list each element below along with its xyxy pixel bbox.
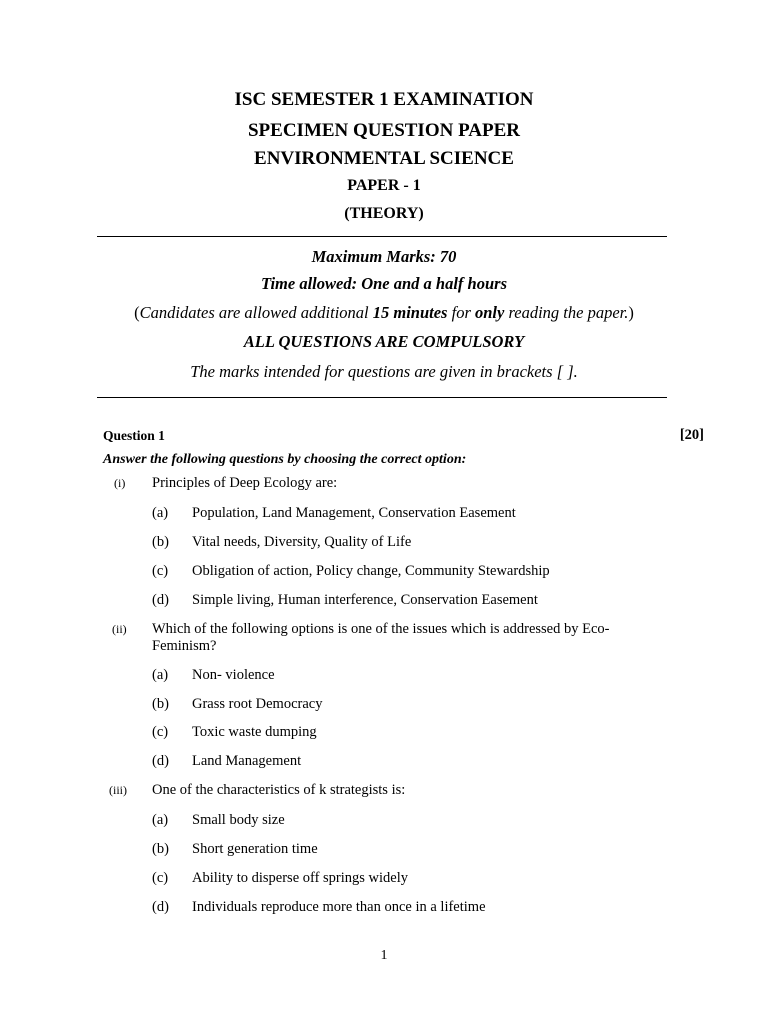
option-text: Individuals reproduce more than once in a lifetime: [192, 899, 486, 915]
bottom-divider: [97, 397, 667, 398]
top-divider: [97, 236, 667, 237]
item-stem: Principles of Deep Ecology are:: [152, 475, 338, 491]
option-text: Small body size: [192, 812, 285, 828]
reading-text-2: for: [447, 303, 475, 322]
option-label: (c): [152, 563, 169, 579]
subject-title: ENVIRONMENTAL SCIENCE: [254, 148, 514, 169]
option-label: (c): [152, 724, 169, 740]
reading-minutes: 15 minutes: [372, 303, 448, 322]
option-text: Ability to disperse off springs widely: [192, 870, 409, 886]
question-marks: [20]: [679, 427, 704, 443]
paper-type: SPECIMEN QUESTION PAPER: [247, 120, 520, 141]
reading-text-3: reading the paper.: [504, 303, 629, 322]
paper-number: PAPER - 1: [347, 177, 421, 194]
option-text: Population, Land Management, Conservation Easement: [192, 505, 516, 521]
option-text: Non- violence: [192, 667, 275, 683]
option-text: Vital needs, Diversity, Quality of Life: [192, 534, 412, 550]
option-text: Grass root Democracy: [192, 696, 323, 712]
option-label: (d): [152, 592, 169, 608]
item-number: (iii): [109, 783, 127, 797]
reading-only: only: [475, 303, 505, 322]
brackets-note: The marks intended for questions are given in brackets [ ].: [190, 362, 578, 381]
option-label: (b): [152, 696, 169, 712]
item-number: (i): [114, 476, 126, 490]
paren-open: (: [134, 303, 140, 322]
option-label: (b): [152, 841, 169, 857]
option-label: (a): [152, 812, 169, 828]
option-text: Toxic waste dumping: [192, 724, 317, 740]
option-label: (c): [152, 870, 169, 886]
option-label: (a): [152, 667, 169, 683]
item-number: (ii): [112, 622, 127, 636]
reading-text-1: Candidates are allowed additional: [139, 303, 373, 322]
option-text: Short generation time: [192, 841, 318, 857]
compulsory-note: ALL QUESTIONS ARE COMPULSORY: [243, 332, 525, 351]
paren-close: ): [628, 303, 634, 322]
option-label: (d): [152, 753, 169, 769]
exam-title: ISC SEMESTER 1 EXAMINATION: [234, 89, 534, 110]
page-number: 1: [380, 948, 388, 963]
option-label: (d): [152, 899, 169, 915]
paper-section: (THEORY): [344, 205, 424, 222]
option-label: (b): [152, 534, 169, 550]
reading-time-note: [0, 303, 768, 323]
time-allowed: Time allowed: One and a half hours: [261, 274, 507, 293]
item-stem: One of the characteristics of k strategists is:: [152, 782, 406, 798]
item-stem: Which of the following options is one of the issues which is addressed by Eco-Feminism?: [152, 621, 610, 654]
option-text: Simple living, Human interference, Conservation Easement: [192, 592, 538, 608]
question-instruction: Answer the following questions by choosing the correct option:: [103, 452, 467, 467]
option-label: (a): [152, 505, 169, 521]
max-marks: Maximum Marks: 70: [311, 247, 457, 266]
question-label: Question 1: [103, 428, 165, 443]
option-text: Land Management: [192, 753, 302, 769]
option-text: Obligation of action, Policy change, Community Stewardship: [192, 563, 550, 579]
